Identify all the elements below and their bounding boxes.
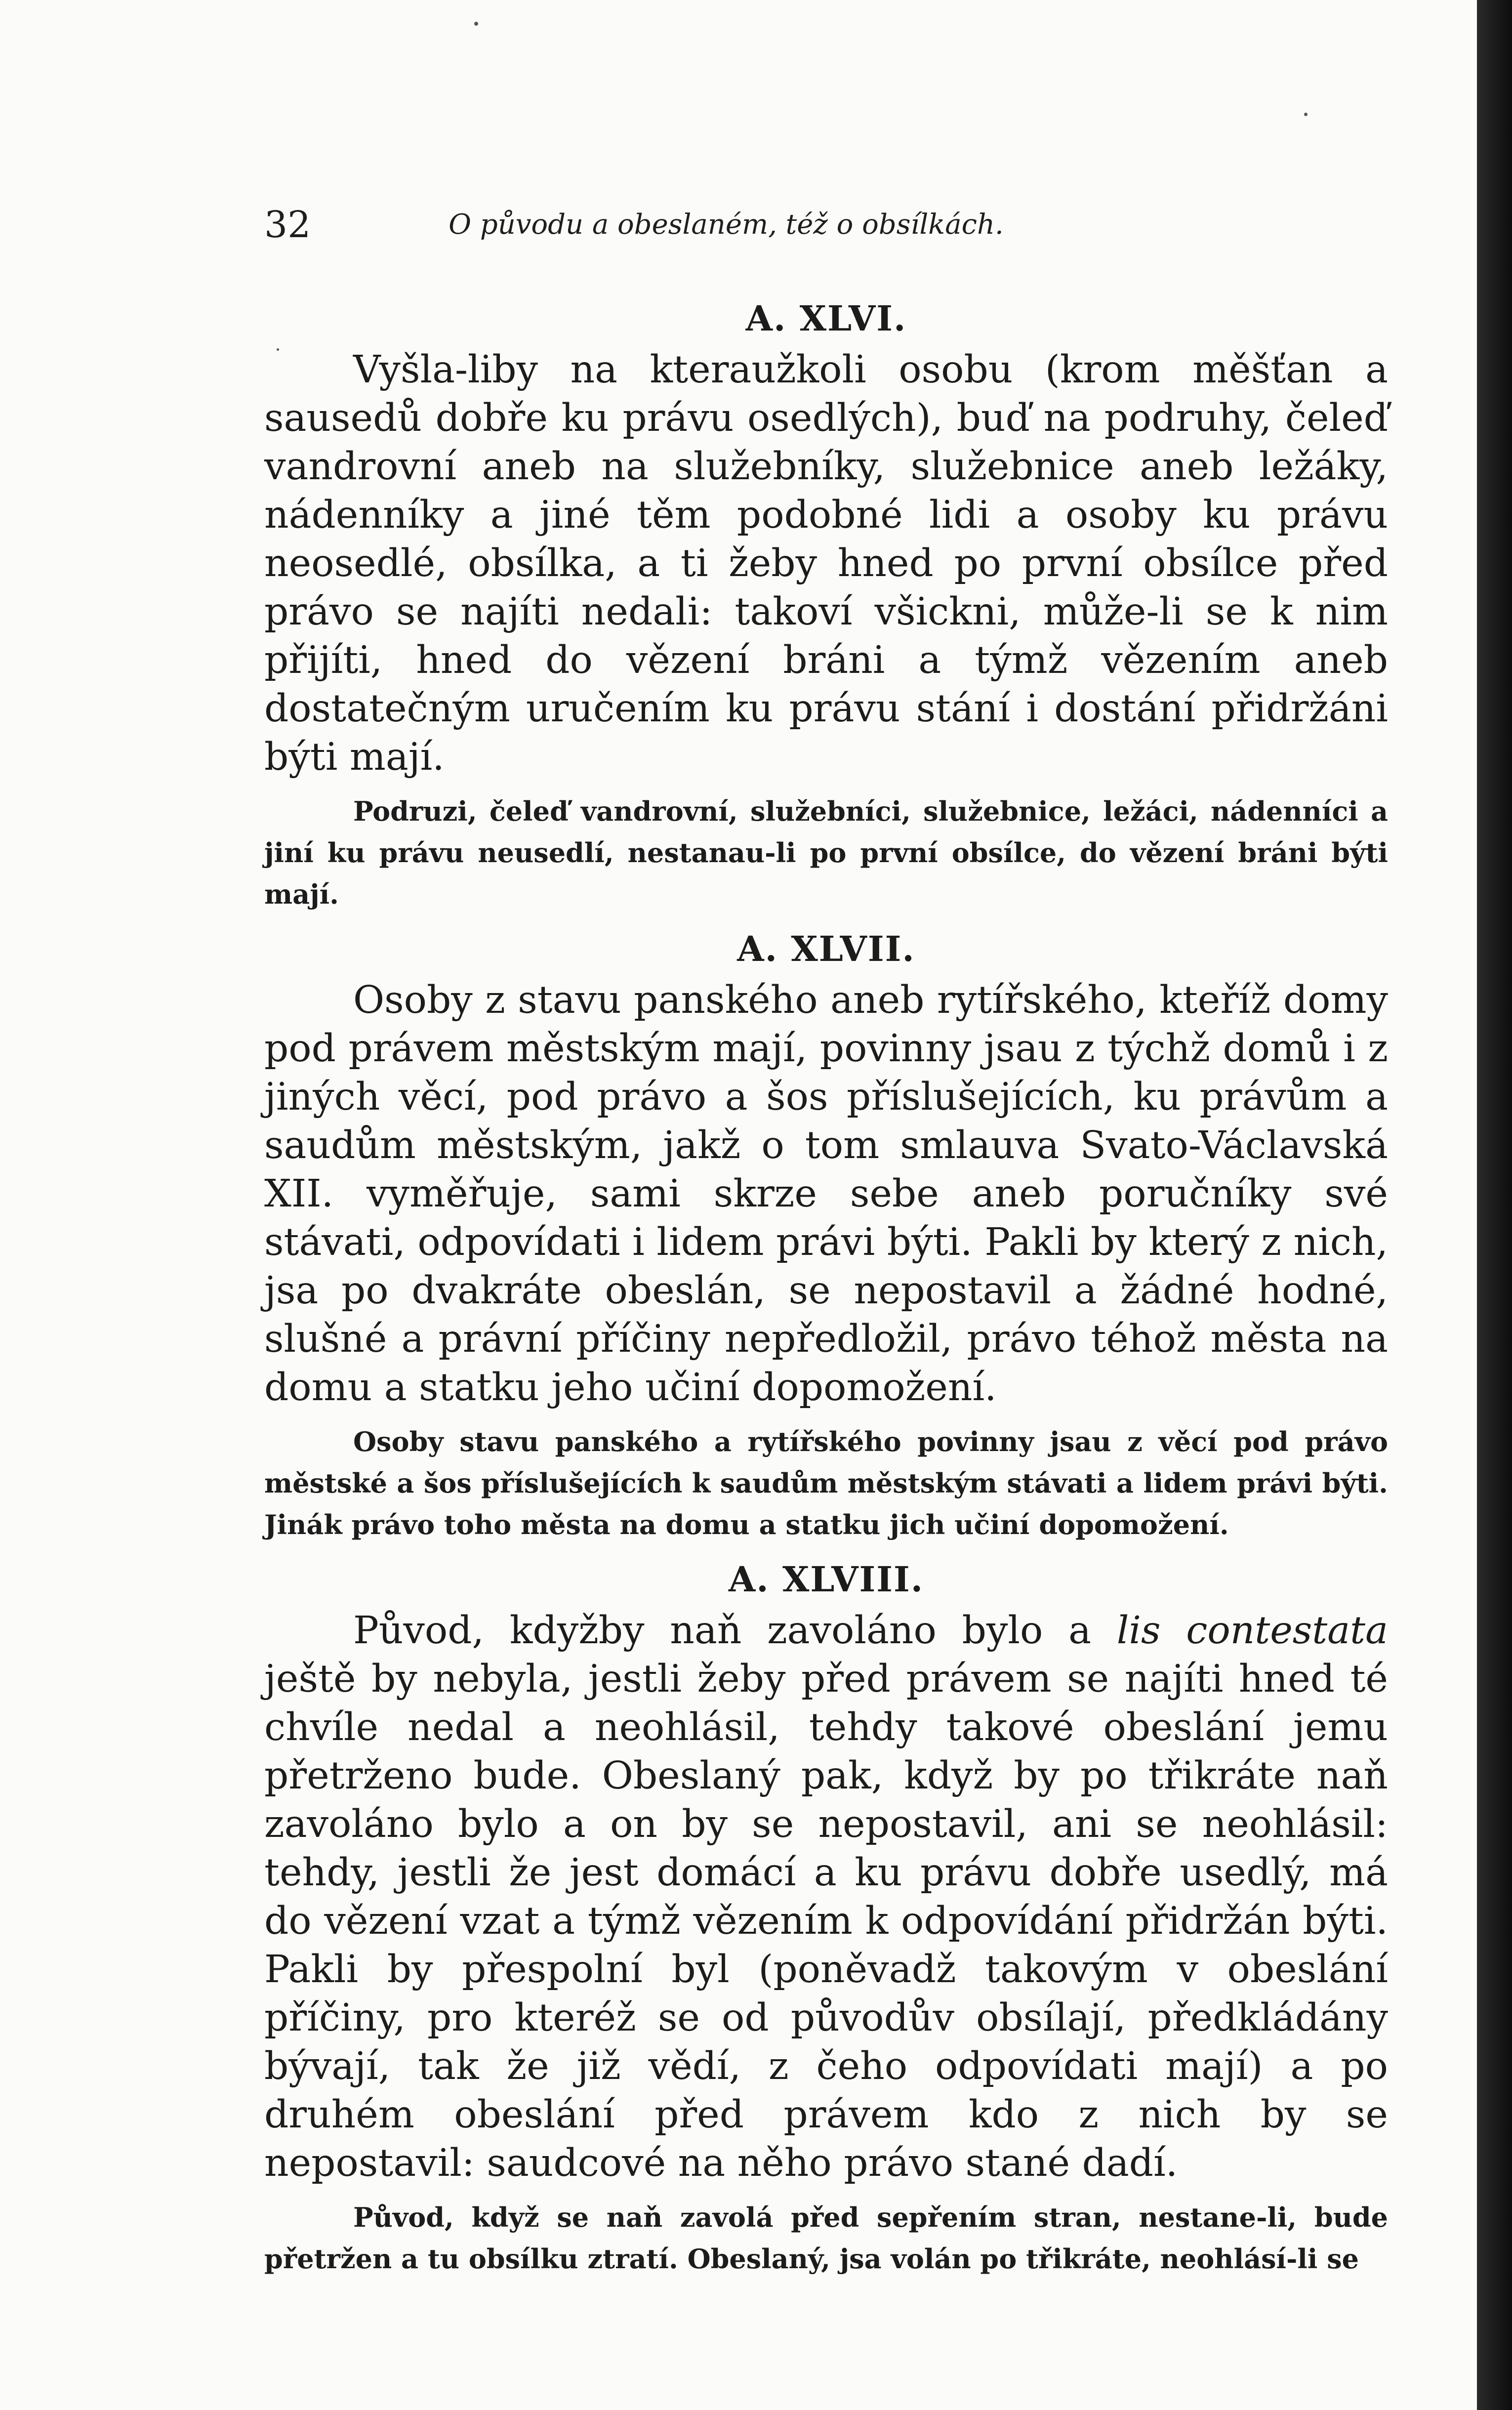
page-header (264, 198, 1104, 252)
article-xlvii (264, 922, 1388, 1545)
running-title: O původu a obeslaném, též o obsílkách. (449, 208, 1004, 241)
scan-edge (1477, 0, 1512, 2410)
article-paragraph: Vyšla-liby na kteraužkoli osobu (krom měšťan a sausedů dobře ku právu osedlých), buď na podruhy, čeleď vandrovní aneb na služebníky, služebnice aneb ležáky, nádenníky a jiné těm podobné lidi a osoby ku právu neosedlé, obsílka, a ti žeby hned po první obsílce před právo se najíti nedali: takoví všickni, může-li se k nim přijíti, hned do vězení bráni a týmž vězením aneb dostatečným uručením ku právu stání i dostání přidržáni býti mají. (264, 348, 1388, 779)
latin-term: lis contestata (1116, 1609, 1389, 1653)
page-number: 32 (264, 204, 311, 246)
paragraph-text: ještě by nebyla, jestli žeby před právem se najíti hned té chvíle nedal a neohlásil, tehdy takové obeslání jemu přetrženo bude. Obeslaný pak, když by po třikráte naň zavoláno bylo a on by se nepostavil, ani se neohlásil: tehdy, jestli že jest domácí a ku právu dobře usedlý, má do vězení vzat a týmž vězením k odpovídání přidržán býti. Pakli by přespolní byl (poněvadž takovým v obeslání příčiny, pro kteréž se od původův obsílají, předkládány bývají, tak že již vědí, z čeho odpovídati mají) a po druhém obeslání před právem kdo z nich by se nepostavil: saudcové na něho právo stané dadí. (264, 1657, 1388, 2185)
page-body (264, 291, 1388, 2280)
article-xlvi (264, 291, 1388, 915)
paragraph-text: Původ, kdyžby naň zavoláno bylo a (353, 1609, 1117, 1653)
article-paragraph (264, 1607, 1388, 2188)
page-speck (1304, 113, 1308, 116)
article-heading: A. XLVII. (737, 928, 915, 969)
article-summary-note: Původ, když se naň zavolá před sepřením stran, nestane-li, bude přetržen a tu obsílku ztratí. Obeslaný, jsa volán po třikráte, neohlásí-li se (264, 2202, 1388, 2275)
article-heading: A. XLVI. (745, 298, 907, 339)
article-heading: A. XLVIII. (728, 1559, 924, 1600)
page-speck (474, 22, 478, 26)
article-paragraph: Osoby z stavu panského aneb rytířského, kteříž domy pod právem městským mají, povinny jsau z týchž domů i z jiných věcí, pod právo a šos příslušejících, ku právům a saudům městským, jakž o tom smlauva Svato-Václavská XII. vyměřuje, sami skrze sebe aneb poručníky své stávati, odpovídati i lidem právi býti. Pakli by který z nich, jsa po dvakráte obeslán, se nepostavil a žádné hodné, slušné a právní příčiny nepředložil, právo téhož města na domu a statku jeho učiní dopomožení. (264, 978, 1388, 1410)
article-xlviii (264, 1552, 1388, 2280)
article-summary-note: Podruzi, čeleď vandrovní, služebníci, služebnice, ležáci, nádenníci a jiní ku právu neusedlí, nestanau-li po první obsílce, do vězení bráni býti mají. (264, 795, 1388, 910)
article-summary-note: Osoby stavu panského a rytířského povinny jsau z věcí pod právo městské a šos příslušejících k saudům městským stávati a lidem právi býti. Jinák právo toho města na domu a statku jich učiní dopomožení. (264, 1426, 1388, 1540)
